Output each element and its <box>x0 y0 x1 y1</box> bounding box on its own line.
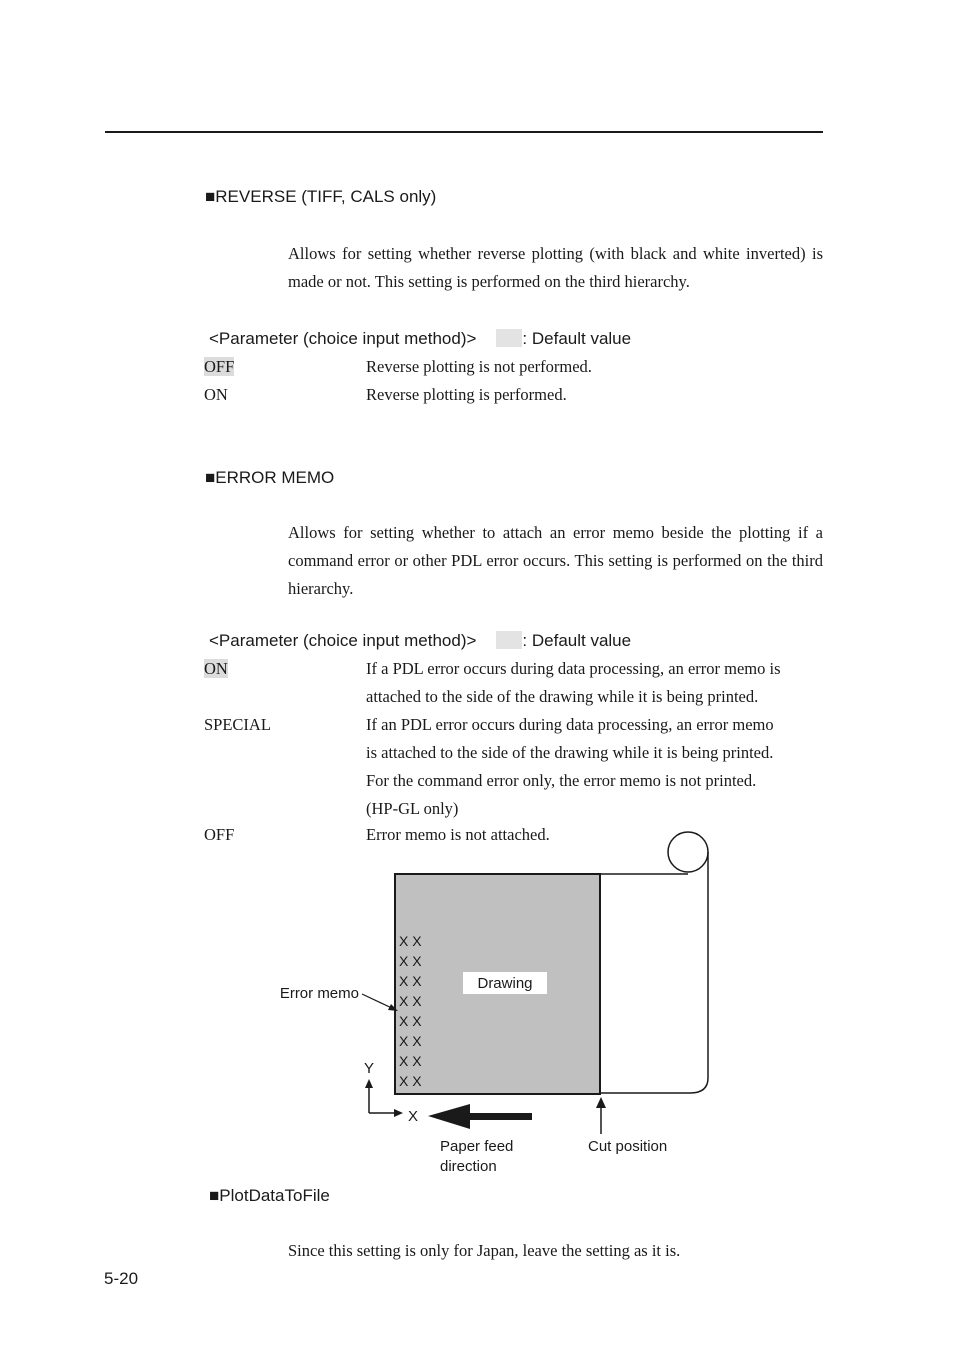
cut-position-arrowhead <box>596 1097 606 1108</box>
drawing-label: Drawing <box>477 975 533 992</box>
error-memo-option-off-desc: Error memo is not attached. <box>366 825 550 844</box>
desc-line: If an PDL error occurs during data processing, an error memo <box>366 715 774 734</box>
paper-feed-label-line1: Paper feed <box>440 1138 514 1155</box>
param-header-text: <Parameter (choice input method)> <box>209 631 477 650</box>
reverse-option-on-desc: Reverse plotting is performed. <box>366 385 567 404</box>
reverse-option-off-desc: Reverse plotting is not performed. <box>366 357 592 376</box>
roll-paper-outline <box>600 852 708 1093</box>
error-memo-mark: X X <box>399 933 422 949</box>
paper-roll <box>600 832 708 1093</box>
error-memo-mark: X X <box>399 1033 422 1049</box>
default-legend-text: : Default value <box>522 329 632 348</box>
error-memo-mark: X X <box>399 1013 422 1029</box>
error-memo-description: Allows for setting whether to attach an error memo beside the plotting if a command error or other PDL error occurs. This setting is performed on the third hierarchy. <box>288 523 823 598</box>
option-name: OFF <box>204 825 235 844</box>
paper-feed-arrow-shaft <box>468 1113 532 1120</box>
section-square-icon: ■ <box>205 468 216 487</box>
x-axis-label: X <box>407 1108 419 1125</box>
paper-feed-label-line2: direction <box>440 1158 497 1175</box>
desc-line: is attached to the side of the drawing while it is being printed. <box>366 743 774 762</box>
error-memo-heading-text: ERROR MEMO <box>215 468 335 487</box>
page-number: 5-20 <box>104 1269 139 1288</box>
reverse-heading-text: REVERSE (TIFF, CALS only) <box>215 187 437 206</box>
desc-line: attached to the side of the drawing while it is being printed. <box>366 687 759 706</box>
error-memo-mark: X X <box>399 953 422 969</box>
section-square-icon: ■ <box>205 187 216 206</box>
option-name: ON <box>204 659 228 678</box>
reverse-description: Allows for setting whether reverse plotting (with black and white inverted) is made or not. This setting is performed on the third hierarchy. <box>288 244 823 291</box>
plotdata-heading <box>209 1186 330 1206</box>
paper-feed-arrowhead <box>428 1104 470 1129</box>
section-square-icon: ■ <box>209 1186 220 1205</box>
option-name: ON <box>204 385 228 404</box>
x-axis-arrowhead <box>394 1109 403 1117</box>
error-memo-label: Error memo <box>279 985 359 1002</box>
roll-circle <box>668 832 708 872</box>
desc-line: If a PDL error occurs during data processing, an error memo is <box>366 659 781 678</box>
desc-line: For the command error only, the error memo is not printed. <box>366 771 757 790</box>
error-memo-mark: X X <box>399 1053 422 1069</box>
error-memo-mark: X X <box>399 1073 422 1089</box>
error-memo-mark: X X <box>399 993 422 1009</box>
plotdata-heading-text: PlotDataToFile <box>219 1186 330 1205</box>
plotdata-description: Since this setting is only for Japan, leave the setting as it is. <box>288 1241 681 1260</box>
param-header-text: <Parameter (choice input method)> <box>209 329 477 348</box>
cut-position-label: Cut position <box>588 1138 668 1155</box>
desc-line: (HP-GL only) <box>366 799 459 818</box>
error-memo-mark: X X <box>399 973 422 989</box>
option-name: OFF <box>204 357 235 376</box>
default-legend-text: : Default value <box>522 631 632 650</box>
y-axis-arrowhead <box>365 1079 373 1088</box>
option-name: SPECIAL <box>204 715 271 734</box>
y-axis-label: Y <box>363 1060 375 1077</box>
